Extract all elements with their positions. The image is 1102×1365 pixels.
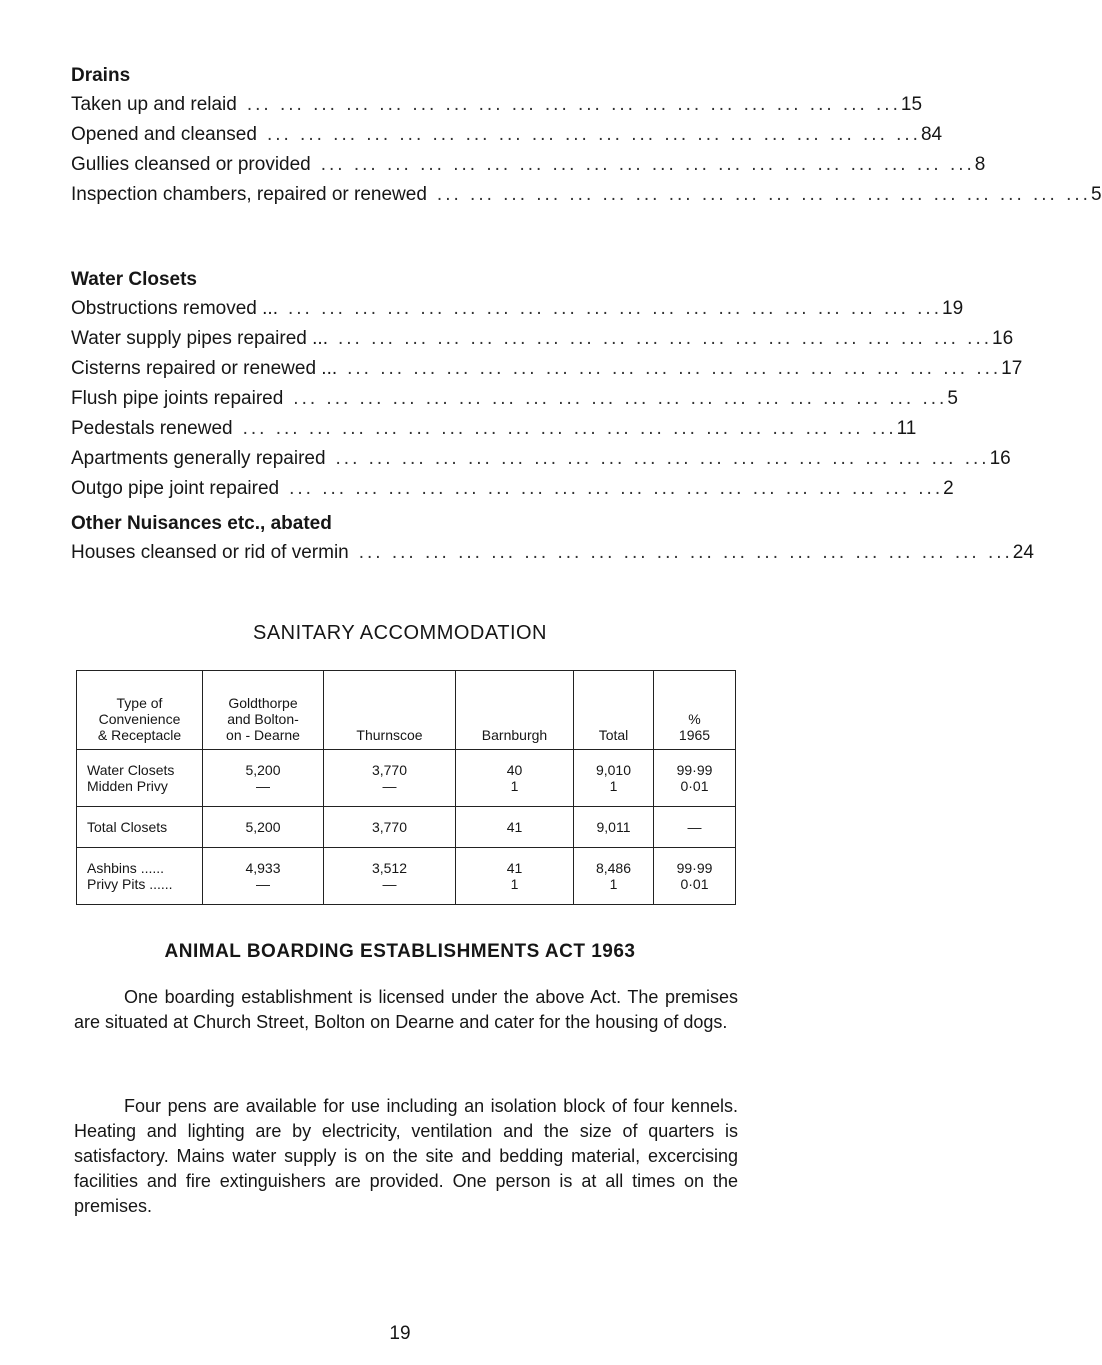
header-line: & Receptacle bbox=[97, 727, 182, 743]
cell-value: 3,770 bbox=[371, 819, 408, 835]
dot-leader: ... ... ... ... ... ... ... ... ... ... ... ... ... ... ... ... ... ... ... ... bbox=[335, 448, 990, 469]
dot-leader: ... ... ... ... ... ... ... ... ... ... ... ... ... ... ... ... ... ... ... ... bbox=[287, 298, 942, 319]
item-label: Inspection chambers, repaired or renewed bbox=[71, 184, 427, 205]
dot-leader: ... ... ... ... ... ... ... ... ... ... ... ... ... ... ... ... ... ... ... ... bbox=[242, 418, 897, 439]
list-item bbox=[71, 538, 1034, 568]
cell-value: 9,011 bbox=[596, 819, 631, 835]
item-label: Flush pipe joints repaired bbox=[71, 388, 284, 409]
cell-value: — bbox=[382, 778, 397, 794]
list-item bbox=[71, 414, 917, 444]
row-label-line: Midden Privy bbox=[87, 778, 168, 794]
table-cell bbox=[654, 848, 736, 905]
table-cell bbox=[203, 750, 324, 807]
cell-value: — bbox=[256, 876, 270, 892]
table-cell bbox=[456, 807, 574, 848]
item-value: 11 bbox=[896, 418, 917, 439]
header-line: on - Dearne bbox=[226, 727, 300, 743]
cell-value: 3,512 bbox=[371, 860, 408, 876]
list-item bbox=[71, 294, 964, 324]
header-line: Thurnscoe bbox=[356, 727, 423, 743]
dot-leader: ... ... ... ... ... ... ... ... ... ... ... ... ... ... ... ... ... ... ... ... bbox=[347, 358, 1002, 379]
cell-value: 8,486 bbox=[595, 860, 632, 876]
cell-value: 0·01 bbox=[680, 778, 709, 794]
header-line: Barnburgh bbox=[481, 727, 548, 743]
column-header bbox=[574, 671, 654, 750]
list-item bbox=[71, 324, 1014, 354]
table-cell bbox=[203, 848, 324, 905]
item-value: 84 bbox=[920, 124, 943, 145]
cell-value: 1 bbox=[510, 876, 519, 892]
table-cell bbox=[574, 750, 654, 807]
dot-leader: ... ... ... ... ... ... ... ... ... ... ... ... ... ... ... ... ... ... ... ... bbox=[358, 542, 1013, 563]
list-item bbox=[71, 474, 954, 504]
list-item bbox=[71, 384, 958, 414]
table-cell bbox=[574, 848, 654, 905]
column-header bbox=[324, 671, 456, 750]
column-header bbox=[77, 671, 203, 750]
drains-section bbox=[71, 62, 1102, 210]
row-label-line: Ashbins ...... bbox=[87, 860, 165, 876]
item-label: Taken up and relaid bbox=[71, 94, 237, 115]
row-label bbox=[77, 848, 203, 905]
table-cell bbox=[324, 807, 456, 848]
animal-paragraph-2: Four pens are available for use including an isolation block of four kennels. Heating and lighting are by electricity, ventilation and the size of quarters is satisfactory. Mains water supply is on the site and bedding material, excercising facilities and fire extinguishers are provided. One person is at all times on the premises. bbox=[74, 1096, 738, 1216]
row-label-line: Privy Pits ...... bbox=[87, 876, 173, 892]
header-line: % bbox=[688, 711, 701, 727]
cell-value: 99·99 bbox=[676, 860, 713, 876]
table-row bbox=[77, 848, 736, 905]
item-value: 2 bbox=[943, 478, 954, 499]
cell-value: 4,933 bbox=[245, 860, 281, 876]
table-cell bbox=[574, 807, 654, 848]
item-value: 24 bbox=[1012, 542, 1034, 563]
other-nuisances-title: Other Nuisances etc., abated bbox=[71, 513, 332, 534]
item-label: Pedestals renewed bbox=[71, 418, 233, 439]
sanitary-heading: SANITARY ACCOMMODATION bbox=[253, 622, 547, 644]
column-header bbox=[203, 671, 324, 750]
table-cell bbox=[324, 750, 456, 807]
table-cell bbox=[654, 807, 736, 848]
item-value: 16 bbox=[989, 448, 1011, 469]
sanitary-table bbox=[76, 670, 736, 905]
cell-value: — bbox=[256, 778, 270, 794]
item-label: Cisterns repaired or renewed ... bbox=[71, 358, 338, 379]
animal-heading: ANIMAL BOARDING ESTABLISHMENTS ACT 1963 bbox=[164, 941, 636, 962]
cell-value: 41 bbox=[506, 860, 523, 876]
page-number: 19 bbox=[389, 1323, 411, 1344]
list-item bbox=[71, 444, 1011, 474]
list-item bbox=[71, 90, 923, 120]
water-closets-title: Water Closets bbox=[71, 269, 197, 290]
item-value: 17 bbox=[1001, 358, 1023, 379]
cell-value: 9,010 bbox=[595, 762, 632, 778]
item-label: Obstructions removed ... bbox=[71, 298, 278, 319]
list-item bbox=[71, 150, 986, 180]
table-row bbox=[77, 807, 736, 848]
item-value: 19 bbox=[942, 298, 964, 319]
row-label-line: Water Closets bbox=[87, 762, 175, 778]
cell-value: 0·01 bbox=[680, 876, 709, 892]
table-cell bbox=[324, 848, 456, 905]
table-row bbox=[77, 750, 736, 807]
table-header-row bbox=[77, 671, 736, 750]
list-item bbox=[71, 180, 1102, 210]
item-label: Houses cleansed or rid of vermin bbox=[71, 542, 349, 563]
dot-leader: ... ... ... ... ... ... ... ... ... ... ... ... ... ... ... ... ... ... ... ... bbox=[289, 478, 944, 499]
item-label: Opened and cleansed bbox=[71, 124, 257, 145]
list-item bbox=[71, 354, 1023, 384]
table-cell bbox=[203, 807, 324, 848]
table-cell bbox=[654, 750, 736, 807]
item-value: 16 bbox=[992, 328, 1014, 349]
row-label bbox=[77, 750, 203, 807]
dot-leader: ... ... ... ... ... ... ... ... ... ... ... ... ... ... ... ... ... ... ... ... bbox=[246, 94, 901, 115]
drains-title: Drains bbox=[71, 65, 131, 86]
dot-leader: ... ... ... ... ... ... ... ... ... ... ... ... ... ... ... ... ... ... ... ... bbox=[436, 184, 1091, 205]
item-label: Gullies cleansed or provided bbox=[71, 154, 311, 175]
header-line: 1965 bbox=[678, 727, 711, 743]
item-value: 8 bbox=[974, 154, 986, 175]
cell-value: 5,200 bbox=[245, 819, 281, 835]
cell-value: 41 bbox=[506, 819, 523, 835]
water-closets-section bbox=[71, 266, 1023, 504]
row-label-line: Total Closets bbox=[87, 819, 168, 835]
dot-leader: ... ... ... ... ... ... ... ... ... ... ... ... ... ... ... ... ... ... ... ... bbox=[320, 154, 975, 175]
column-header bbox=[456, 671, 574, 750]
item-label: Water supply pipes repaired ... bbox=[71, 328, 328, 349]
other-nuisances-section bbox=[71, 510, 1034, 568]
cell-value: 1 bbox=[609, 778, 618, 794]
cell-value: 40 bbox=[506, 762, 523, 778]
header-line: Convenience bbox=[98, 711, 181, 727]
header-line: and Bolton- bbox=[227, 711, 299, 727]
cell-value: 3,770 bbox=[371, 762, 408, 778]
table-cell bbox=[456, 848, 574, 905]
item-value: 5 bbox=[1090, 184, 1102, 205]
list-item bbox=[71, 120, 943, 150]
animal-paragraph-1: One boarding establishment is licensed under the above Act. The premises are situated at Church Street, Bolton on Dearne and cater for the housing of dogs. bbox=[74, 987, 738, 1032]
row-label bbox=[77, 807, 203, 848]
table-cell bbox=[456, 750, 574, 807]
cell-value: — bbox=[382, 876, 397, 892]
header-line: Type of bbox=[116, 695, 163, 711]
item-value: 5 bbox=[947, 388, 958, 409]
cell-value: — bbox=[687, 819, 702, 835]
cell-value: 1 bbox=[609, 876, 618, 892]
cell-value: 99·99 bbox=[676, 762, 713, 778]
cell-value: 1 bbox=[510, 778, 519, 794]
dot-leader: ... ... ... ... ... ... ... ... ... ... ... ... ... ... ... ... ... ... ... ... bbox=[293, 388, 948, 409]
dot-leader: ... ... ... ... ... ... ... ... ... ... ... ... ... ... ... ... ... ... ... ... bbox=[266, 124, 921, 145]
header-line: Goldthorpe bbox=[228, 695, 298, 711]
item-value: 15 bbox=[900, 94, 923, 115]
column-header bbox=[654, 671, 736, 750]
dot-leader: ... ... ... ... ... ... ... ... ... ... ... ... ... ... ... ... ... ... ... ... bbox=[337, 328, 993, 349]
item-label: Apartments generally repaired bbox=[71, 448, 326, 469]
item-label: Outgo pipe joint repaired bbox=[71, 478, 280, 499]
header-line: Total bbox=[598, 727, 629, 743]
cell-value: 5,200 bbox=[245, 762, 281, 778]
